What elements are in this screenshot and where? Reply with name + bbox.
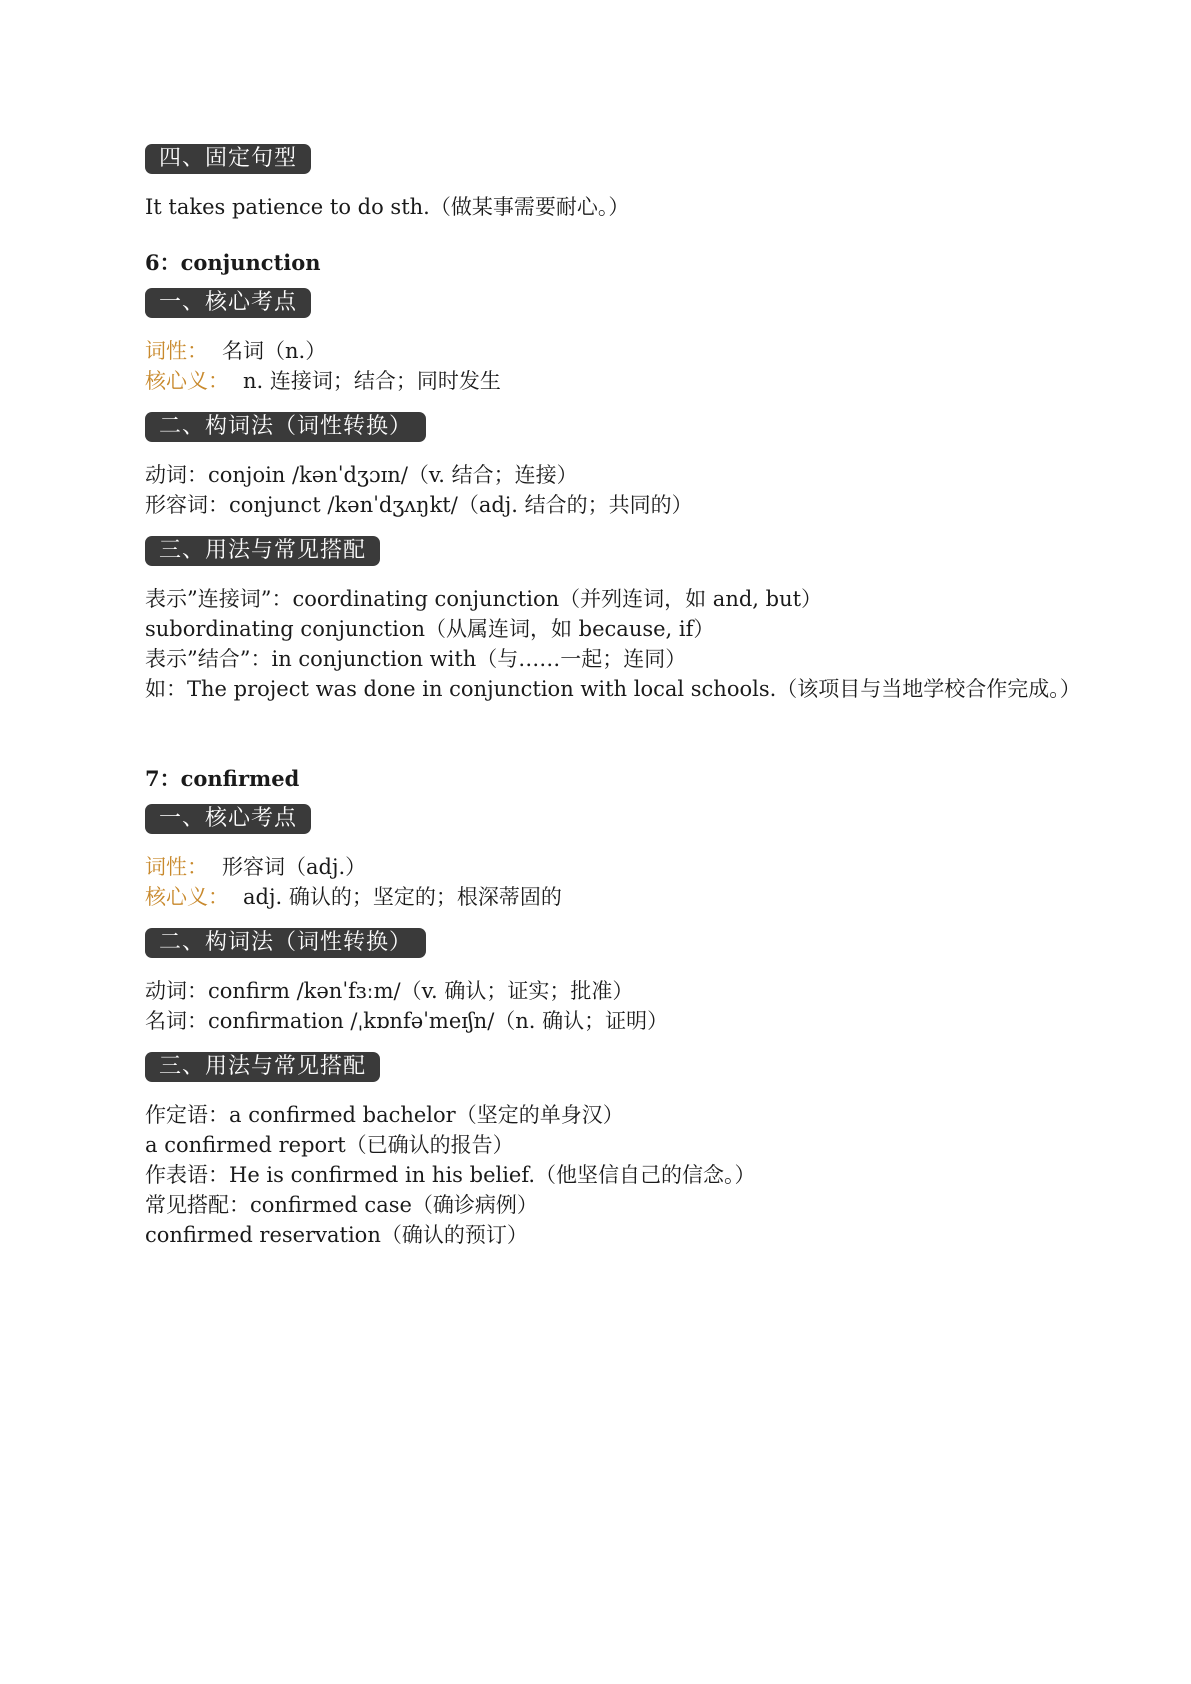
pos-value: 形容词（adj.） [222,855,367,879]
pos-value: 名词（n.） [222,339,327,363]
meaning-label: 核心义： [145,885,229,909]
usage-line: a confirmed report（已确认的报告） [145,1133,514,1157]
word-formation-line: 动词：conjoin /kənˈdʒɔɪn/（v. 结合；连接） [145,463,578,487]
usage-line: 作表语：He is confirmed in his belief.（他坚信自己的信念。） [145,1163,756,1187]
section-tag-usage: 三、用法与常见搭配 [145,1052,380,1082]
meaning-value: n. 连接词；结合；同时发生 [243,369,501,393]
pos-row [145,852,1095,882]
word-formation-line: 名词：confirmation /ˌkɒnfəˈmeɪʃn/（n. 确认；证明） [145,1009,669,1033]
pos-row [145,336,1095,366]
usage-line: 表示”连接词”：coordinating conjunction（并列连词，如 and, but） [145,587,823,611]
section-tag-core: 一、核心考点 [145,804,311,834]
meaning-label: 核心义： [145,369,229,393]
pos-label: 词性： [145,855,208,879]
usage-line: 常见搭配：confirmed case（确诊病例） [145,1193,538,1217]
entry-title: 7：confirmed [145,766,300,791]
section-tag-fixed-pattern: 四、固定句型 [145,144,311,174]
meaning-value: adj. 确认的；坚定的；根深蒂固的 [243,885,562,909]
entry-conjunction [145,222,1095,704]
entry-confirmed [145,704,1095,1250]
section-tag-usage: 三、用法与常见搭配 [145,536,380,566]
fixed-pattern-sentence: It takes patience to do sth.（做某事需要耐心。） [145,195,630,219]
meaning-row [145,366,1095,396]
pos-label: 词性： [145,339,208,363]
word-formation-line: 动词：confirm /kənˈfɜːm/（v. 确认；证实；批准） [145,979,634,1003]
section-tag-word-formation: 二、构词法（词性转换） [145,412,426,442]
entry-title: 6：conjunction [145,250,321,275]
word-formation-line: 形容词：conjunct /kənˈdʒʌŋkt/（adj. 结合的；共同的） [145,493,693,517]
usage-line: 如：The project was done in conjunction with local schools.（该项目与当地学校合作完成。） [145,677,1081,701]
usage-line: subordinating conjunction（从属连词，如 because, if） [145,617,715,641]
fixed-pattern-section [145,144,1095,222]
usage-line: 表示”结合”：in conjunction with（与……一起；连同） [145,647,687,671]
meaning-row [145,882,1095,912]
section-tag-core: 一、核心考点 [145,288,311,318]
section-tag-word-formation: 二、构词法（词性转换） [145,928,426,958]
page-content [145,144,1095,1250]
usage-line: confirmed reservation（确认的预订） [145,1223,528,1247]
usage-line: 作定语：a confirmed bachelor（坚定的单身汉） [145,1103,624,1127]
